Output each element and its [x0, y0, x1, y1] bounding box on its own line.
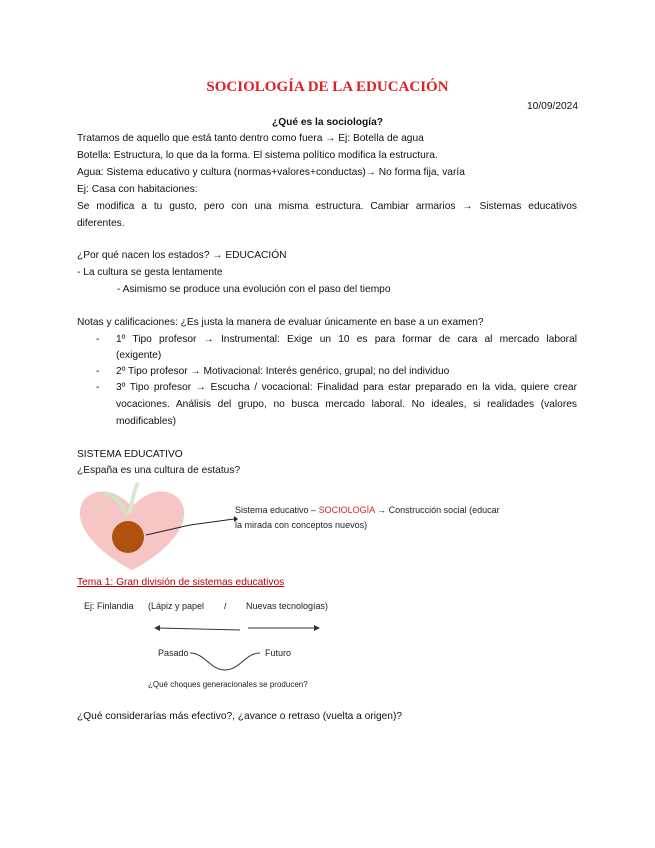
page-title: SOCIOLOGÍA DE LA EDUCACIÓN	[206, 79, 449, 95]
bullet-1-line1: 1º Tipo profesor → Instrumental: Exige un 10 es para formar de cara al mercado laboral	[116, 334, 577, 345]
bullet-mark: -	[96, 334, 100, 345]
final-question: ¿Qué considerarías más efectivo?, ¿avance o retraso (vuelta a origen)?	[77, 711, 403, 722]
notas-line: Notas y calificaciones: ¿Es justa la manera de evaluar únicamente en base a un examen?	[77, 317, 484, 328]
heart-note-highlight: SOCIOLOGÍA	[318, 505, 375, 515]
text-line: Agua: Sistema educativo y cultura (normas+valores+conductas)→ No forma fija, varía	[77, 167, 465, 178]
bullet-1-line2: (exigente)	[116, 350, 162, 361]
right-arrow-head	[314, 625, 320, 631]
diagram-slash: /	[224, 601, 227, 611]
diagram-ej: Ej: Finlandia	[84, 601, 134, 611]
left-arrow-head	[154, 625, 160, 631]
bullet-3-line1b: vocaciones. Análisis del grupo, no busca mercado laboral. No ideales, si realidades (valores	[116, 399, 577, 410]
text-line-justified: Se modifica a tu gusto, pero con una misma estructura. Cambiar armarios → Sistemas educativos	[77, 201, 577, 212]
text-line: diferentes.	[77, 218, 125, 229]
text-line: - La cultura se gesta lentamente	[77, 267, 223, 278]
question-estados: ¿Por qué nacen los estados? → EDUCACIÓN	[77, 250, 287, 261]
question-espana: ¿España es una cultura de estatus?	[77, 465, 241, 476]
diagram-futuro: Futuro	[265, 648, 292, 658]
heart-note-line1	[235, 505, 500, 515]
bullet-2-line1: 2º Tipo profesor → Motivacional: Interés genérico, grupal; no del individuo	[116, 366, 450, 377]
text-line: Tratamos de aquello que está tanto dentro como fuera → Ej: Botella de agua	[77, 133, 424, 144]
heart-note-part2: → Construcción social (educar	[377, 505, 500, 515]
diagram-pasado: Pasado	[158, 648, 189, 658]
heart-seed-drawing	[72, 475, 192, 575]
bullet-mark: -	[96, 366, 100, 377]
heart-note-line2: la mirada con conceptos nuevos)	[235, 520, 368, 530]
text-line: Botella: Estructura, lo que da la forma. El sistema político modifica la estructura.	[77, 150, 438, 161]
wave-curve	[190, 653, 260, 670]
left-arrow-line	[158, 628, 240, 630]
diagram-lapiz: (Lápiz y papel	[148, 601, 205, 611]
arrow-line	[190, 519, 234, 525]
bullet-mark: -	[96, 382, 100, 393]
section-heading-sistema: SISTEMA EDUCATIVO	[77, 449, 183, 460]
section-subtitle: ¿Qué es la sociología?	[272, 117, 383, 128]
seed-circle	[112, 521, 144, 553]
diagram-nuevas: Nuevas tecnologías)	[246, 601, 329, 611]
text-line: - Asimismo se produce una evolución con el paso del tiempo	[117, 284, 391, 295]
heart-note-part1: Sistema educativo –	[235, 505, 317, 515]
bullet-3-line2: modificables)	[116, 416, 177, 427]
bullet-3-line1: 3º Tipo profesor → Escucha / vocacional: Finalidad para estar preparado en la vida, quiere crear	[116, 382, 577, 393]
text-line: Ej: Casa con habitaciones:	[77, 184, 198, 195]
date: 10/09/2024	[527, 101, 578, 112]
diagram-choques: ¿Qué choques generacionales se producen?	[148, 680, 308, 689]
arrow-extension	[190, 505, 240, 535]
tema1-heading: Tema 1: Gran división de sistemas educativos	[77, 577, 285, 588]
